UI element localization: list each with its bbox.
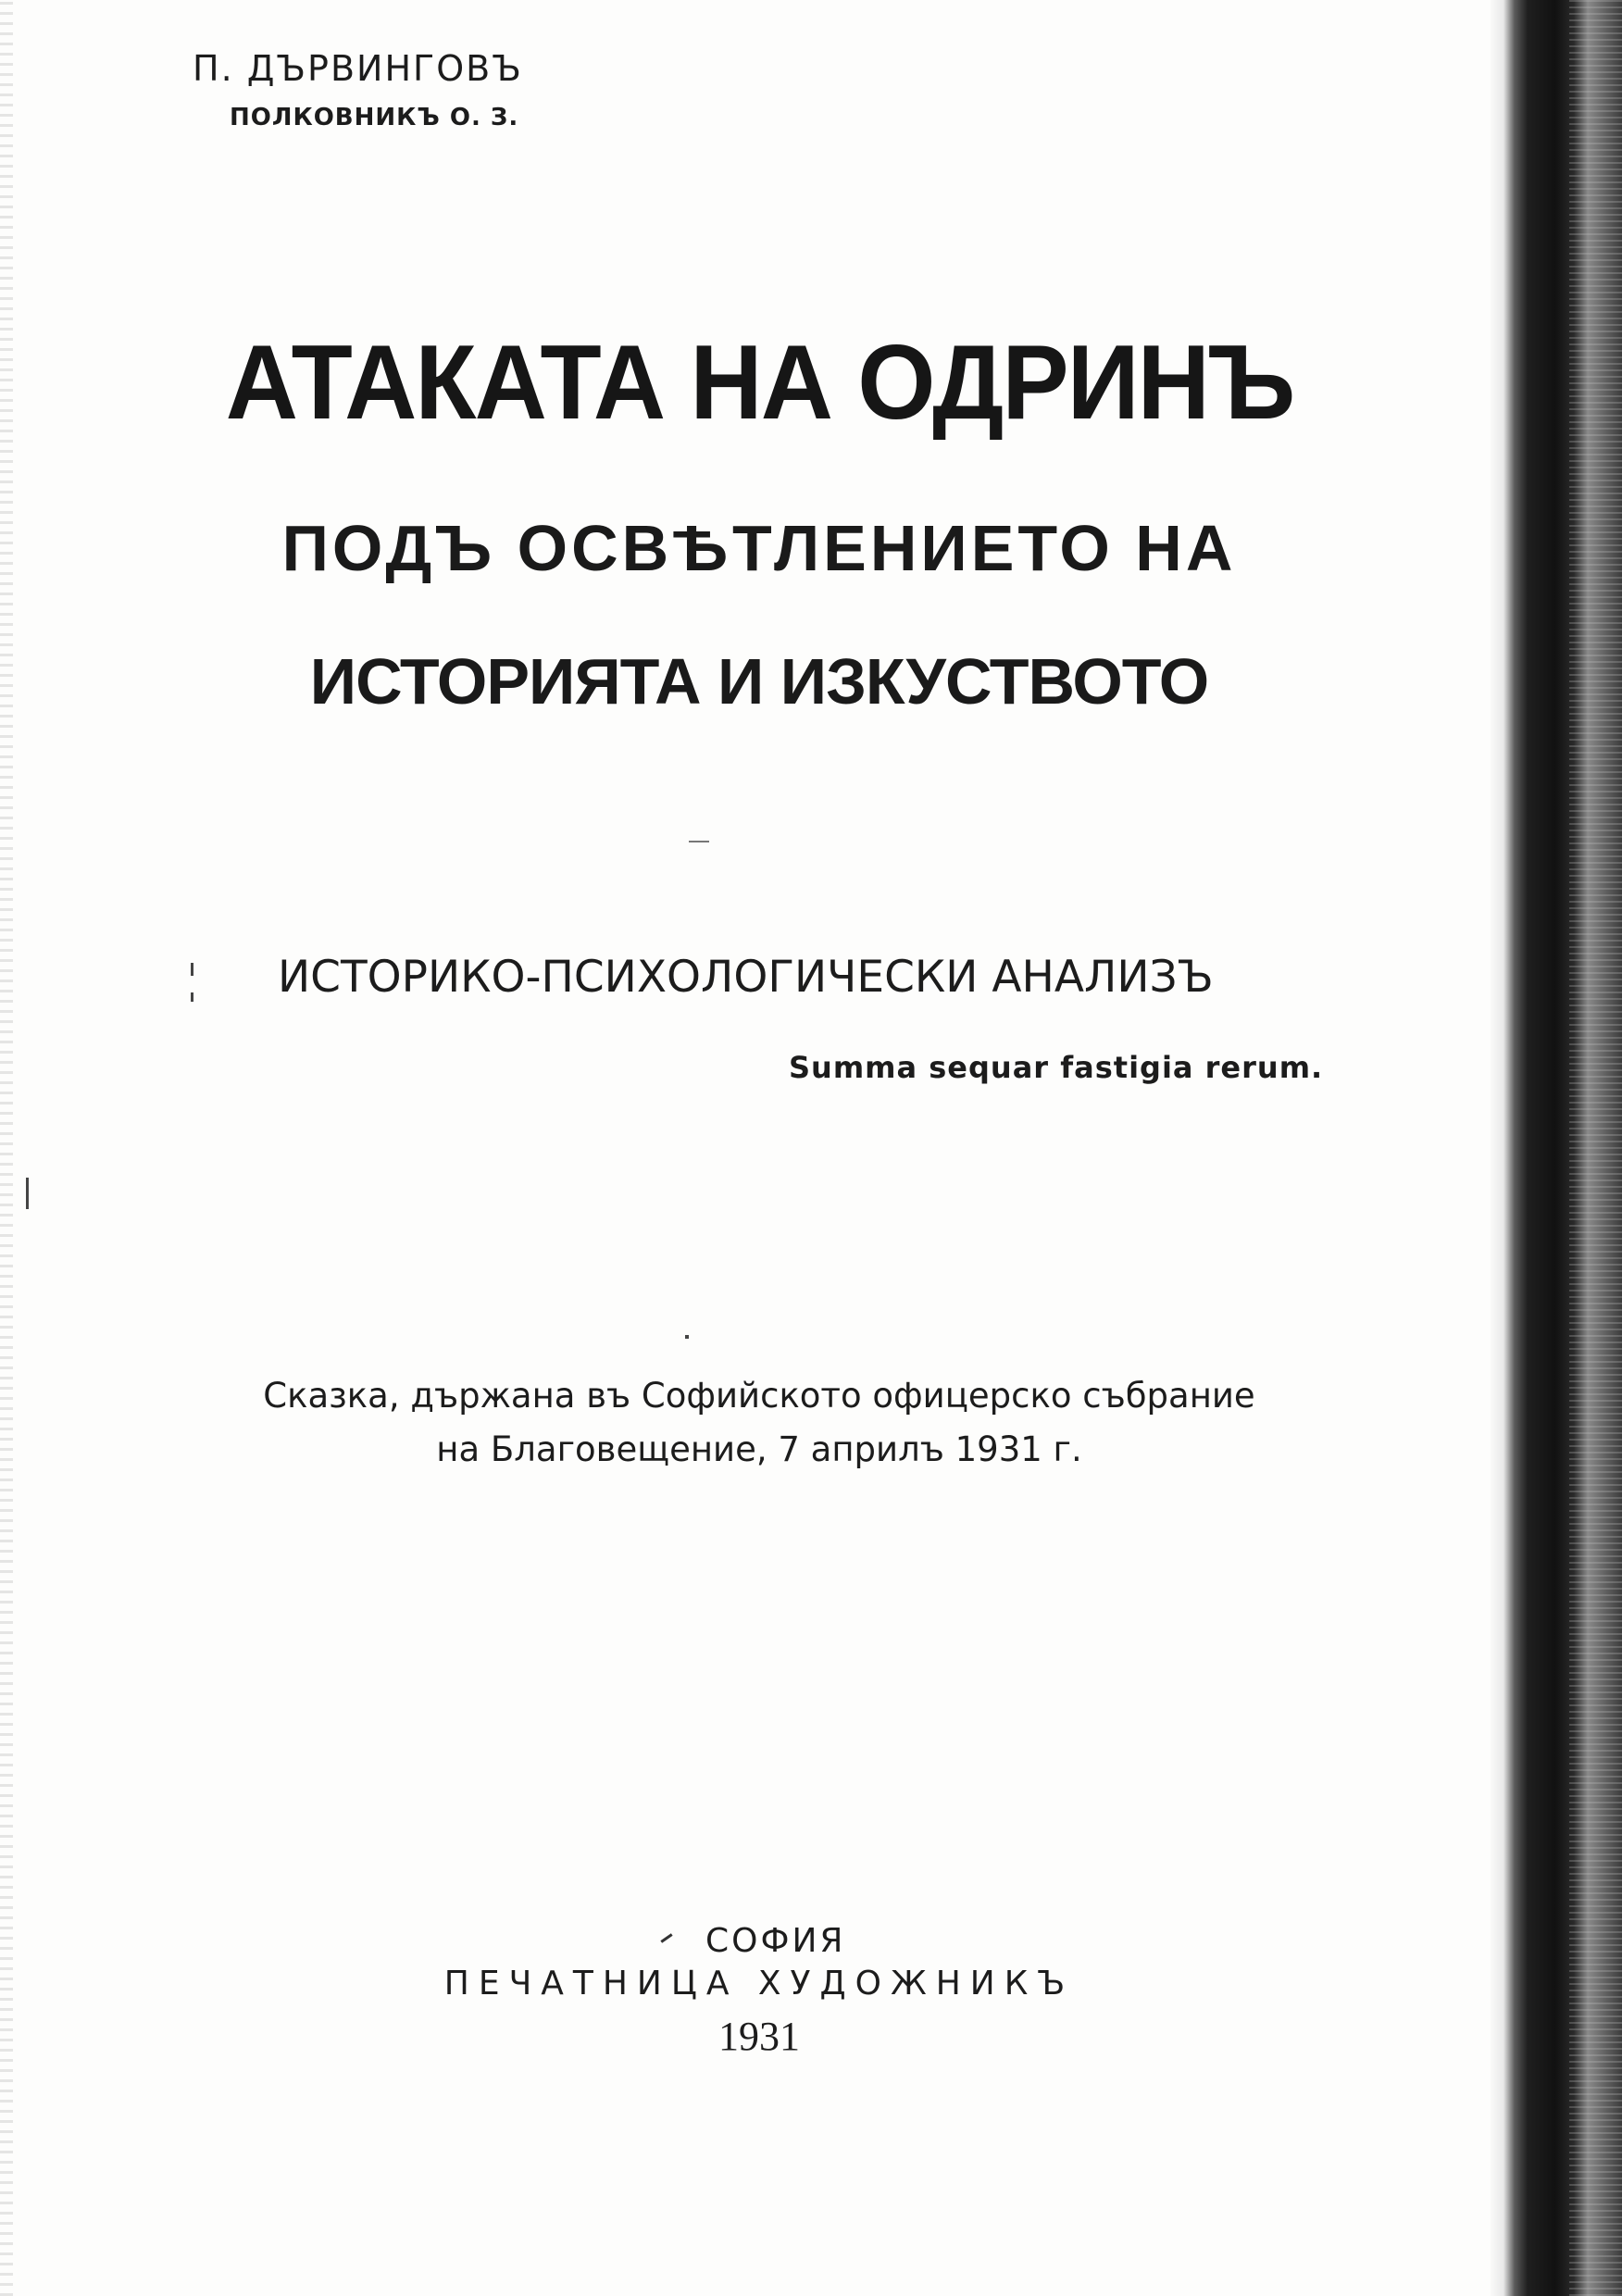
scan-left-margin-noise (0, 0, 13, 2296)
margin-speck (685, 1335, 689, 1339)
margin-speck (191, 963, 193, 976)
author-rank: ПОЛКОВНИКЪ О. З. (230, 104, 519, 131)
latin-motto: Summa sequar fastigia rerum. (789, 1050, 1324, 1085)
margin-speck (191, 992, 193, 1002)
subtitle-line-2: ИСТОРИЯТА И ИЗКУСТВОТО (309, 645, 1209, 718)
separator-dash (689, 841, 709, 842)
subtitle-line-1: ПОДЪ ОСВѢТЛЕНИЕТО НА (281, 512, 1237, 584)
lecture-note-line-1: Сказка, държана въ Софийското офицерско събрание (263, 1376, 1255, 1416)
imprint-year: 1931 (718, 2014, 800, 2059)
author-name: П. ДЪРВИНГОВЪ (193, 48, 523, 89)
main-title: АТАКАТА НА ОДРИНЪ (225, 324, 1294, 442)
margin-speck (26, 1178, 29, 1209)
imprint-city: СОФИЯ (705, 1922, 846, 1960)
lecture-note-line-2: на Благовещение, 7 априлъ 1931 г. (436, 1429, 1082, 1469)
analysis-label: ИСТОРИКО-ПСИХОЛОГИЧЕСКИ АНАЛИЗЪ (278, 952, 1214, 1003)
book-spine-texture (1569, 0, 1622, 2296)
stray-pen-mark (660, 1933, 672, 1942)
imprint-press: ПЕЧАТНИЦА ХУДОЖНИКЪ (443, 1965, 1075, 2003)
